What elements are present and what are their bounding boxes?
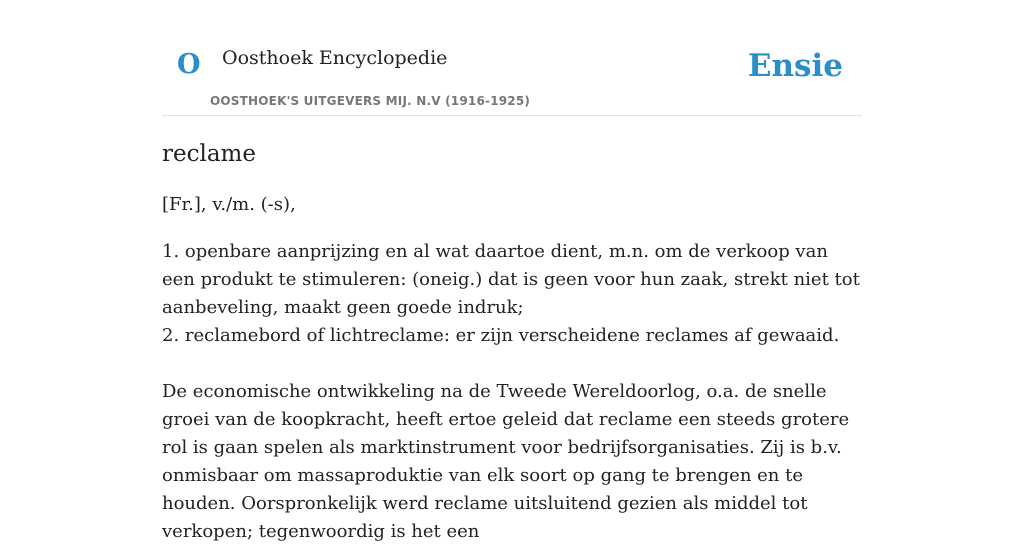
definition-item: 2. reclamebord of lichtreclame: er zijn verscheidene reclames af gewaaid. — [162, 325, 840, 346]
definition-item: 1. openbare aanprijzing en al wat daartoe dient, m.n. om de verkoop van een produkt te stimuleren: (oneig.) dat is geen voor hun zaak, strekt niet tot aanbeveling, maakt geen goede indruk; — [162, 241, 860, 318]
entry-definitions — [162, 238, 862, 350]
book-logo-icon[interactable]: O — [177, 49, 201, 80]
entry-grammar: [Fr.], v./m. (-s), — [162, 194, 296, 215]
publisher-subtitle: OOSTHOEK'S UITGEVERS MIJ. N.V (1916-1925) — [210, 94, 531, 108]
page-header — [162, 38, 862, 116]
entry-content — [162, 138, 862, 546]
entry-term: reclame — [162, 141, 256, 167]
entry-body-text: De economische ontwikkeling na de Tweede Wereldoorlog, o.a. de snelle groei van de koopkracht, heeft ertoe geleid dat reclame een steeds grotere rol is gaan spelen als marktinstrument voor bedrijfsorganisaties. Zij is b.v. onmisbaar om massaproduktie van elk soort op gang te brengen en te houden. Oorspronkelijk werd reclame uitsluitend gezien als middel tot verkopen; tegenwoordig is het een — [162, 381, 850, 542]
site-brand-link[interactable]: Ensie — [747, 48, 843, 84]
book-title[interactable]: Oosthoek Encyclopedie — [222, 47, 448, 69]
